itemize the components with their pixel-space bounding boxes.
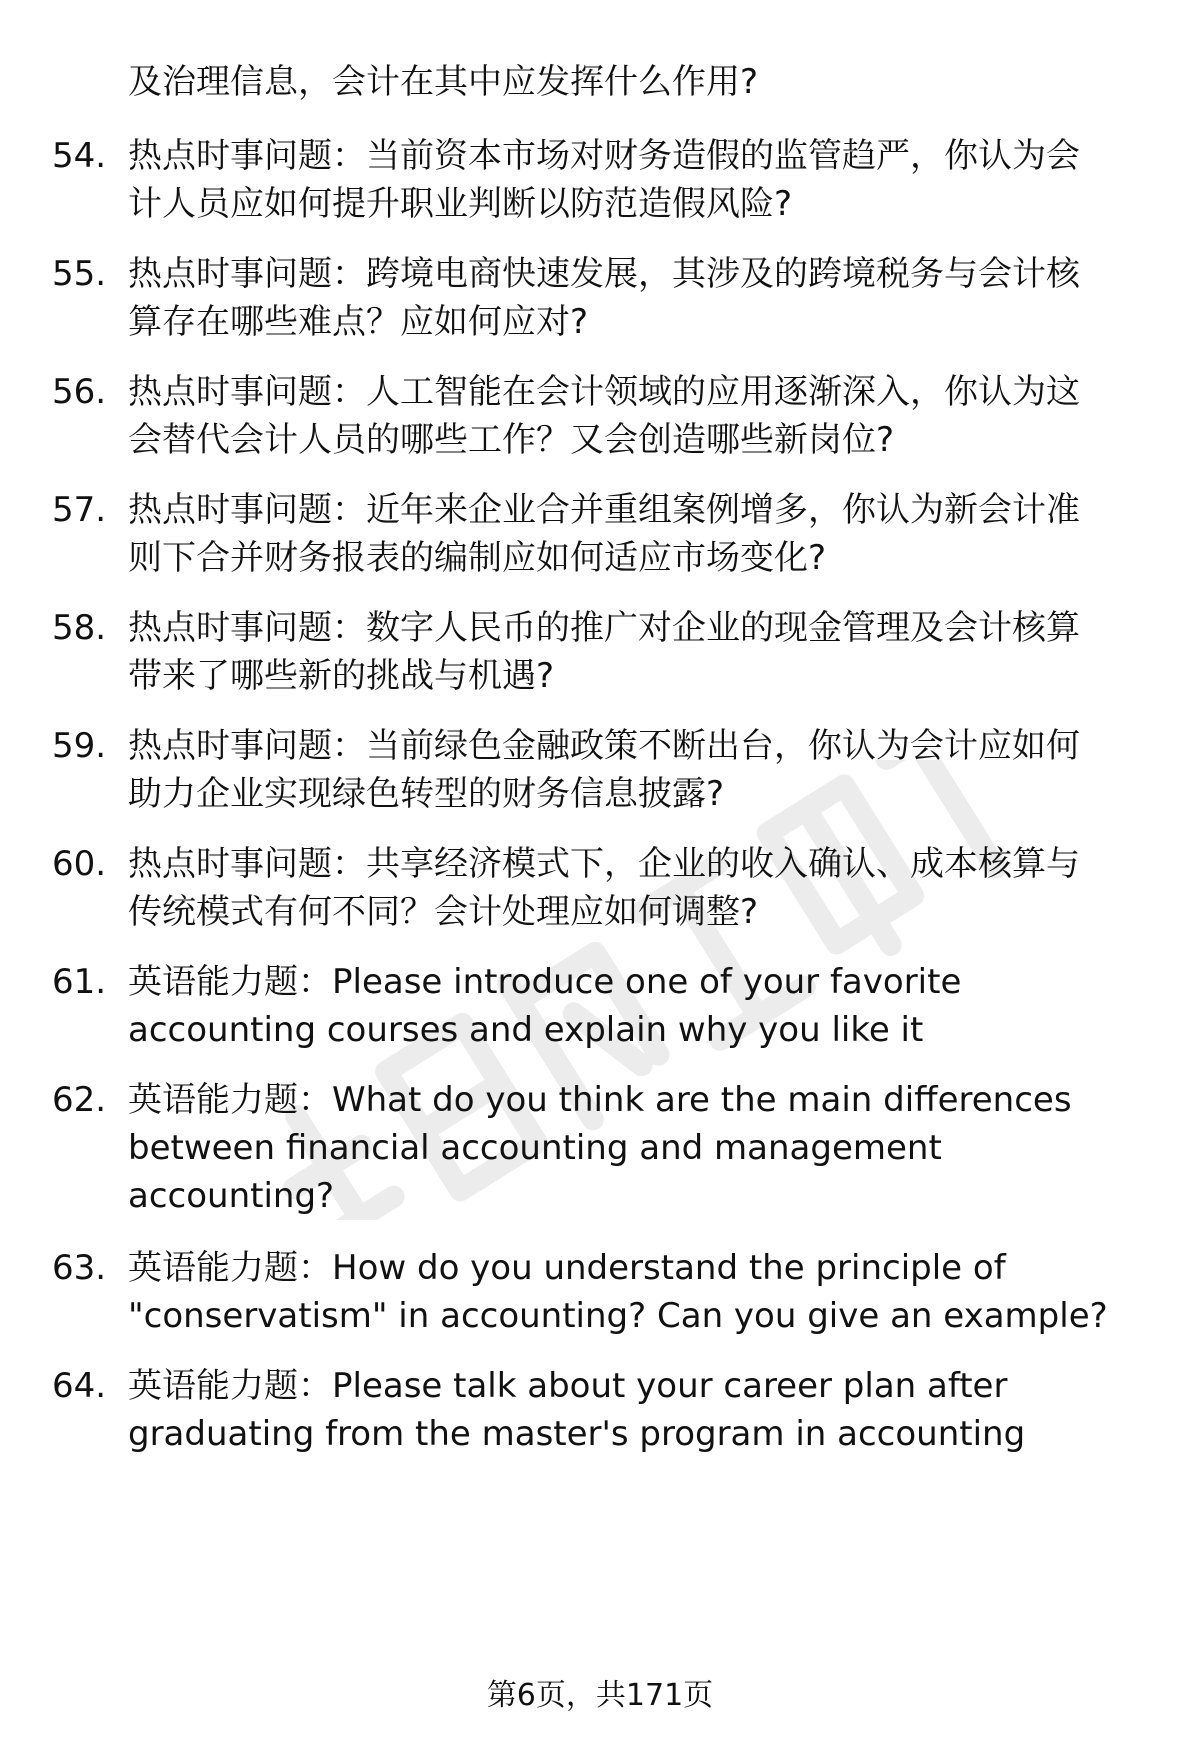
- question-number: 61.: [52, 962, 107, 1002]
- continued-question-text: 及治理信息，会计在其中应发挥什么作用?: [128, 62, 759, 102]
- question-text-line: 计人员应如何提升职业判断以防范造假风险?: [128, 184, 793, 224]
- question-number: 54.: [52, 136, 107, 176]
- question-text: [128, 132, 1148, 228]
- question-text-line: between financial accounting and management: [128, 1128, 942, 1168]
- question-text: [128, 604, 1148, 700]
- question-text-line: 热点时事问题：跨境电商快速发展，其涉及的跨境税务与会计核: [128, 254, 1080, 294]
- question-text-line: 热点时事问题：当前资本市场对财务造假的监管趋严，你认为会: [128, 136, 1080, 176]
- question-text-line: 英语能力题：Please talk about your career plan after: [128, 1366, 1008, 1406]
- question-number: 55.: [52, 254, 107, 294]
- question-text-line: 传统模式有何不同？会计处理应如何调整?: [128, 892, 759, 932]
- question-text-line: 英语能力题：Please introduce one of your favorite: [128, 962, 962, 1002]
- question-text: [128, 486, 1148, 582]
- question-number: 63.: [52, 1248, 107, 1288]
- question-text-line: accounting?: [128, 1176, 335, 1216]
- question-number: 58.: [52, 608, 107, 648]
- question-text-line: 会替代会计人员的哪些工作？又会创造哪些新岗位?: [128, 420, 895, 460]
- question-text-line: 英语能力题：How do you understand the principle of: [128, 1248, 1006, 1288]
- question-text: [128, 1076, 1148, 1220]
- question-text-line: accounting courses and explain why you like it: [128, 1010, 924, 1050]
- question-text-line: 助力企业实现绿色转型的财务信息披露?: [128, 774, 725, 814]
- question-text-line: 则下合并财务报表的编制应如何适应市场变化?: [128, 538, 827, 578]
- question-text: [128, 958, 1148, 1054]
- question-text-line: 热点时事问题：近年来企业合并重组案例增多，你认为新会计准: [128, 490, 1080, 530]
- question-text-line: "conservatism" in accounting? Can you give an example?: [128, 1296, 1108, 1336]
- question-text-line: 带来了哪些新的挑战与机遇?: [128, 656, 555, 696]
- question-text-line: 热点时事问题：共享经济模式下，企业的收入确认、成本核算与: [128, 844, 1080, 884]
- question-number: 59.: [52, 726, 107, 766]
- question-text-line: 英语能力题：What do you think are the main differences: [128, 1080, 1072, 1120]
- question-number: 60.: [52, 844, 107, 884]
- question-number: 56.: [52, 372, 107, 412]
- page-number-footer: 第6页，共171页: [486, 1678, 714, 1713]
- question-text-line: 算存在哪些难点？应如何应对?: [128, 302, 589, 342]
- question-text-line: 热点时事问题：人工智能在会计领域的应用逐渐深入，你认为这: [128, 372, 1080, 412]
- question-number: 62.: [52, 1080, 107, 1120]
- question-text: [128, 722, 1148, 818]
- question-text: [128, 250, 1148, 346]
- question-text: [128, 840, 1148, 936]
- question-number: 64.: [52, 1366, 107, 1406]
- question-text-line: 热点时事问题：当前绿色金融政策不断出台，你认为会计应如何: [128, 726, 1080, 766]
- question-text: [128, 1362, 1148, 1458]
- question-number: 57.: [52, 490, 107, 530]
- question-text-line: 热点时事问题：数字人民币的推广对企业的现金管理及会计核算: [128, 608, 1080, 648]
- question-text: [128, 1244, 1148, 1340]
- question-text-line: graduating from the master's program in accounting: [128, 1414, 1026, 1454]
- question-text: [128, 368, 1148, 464]
